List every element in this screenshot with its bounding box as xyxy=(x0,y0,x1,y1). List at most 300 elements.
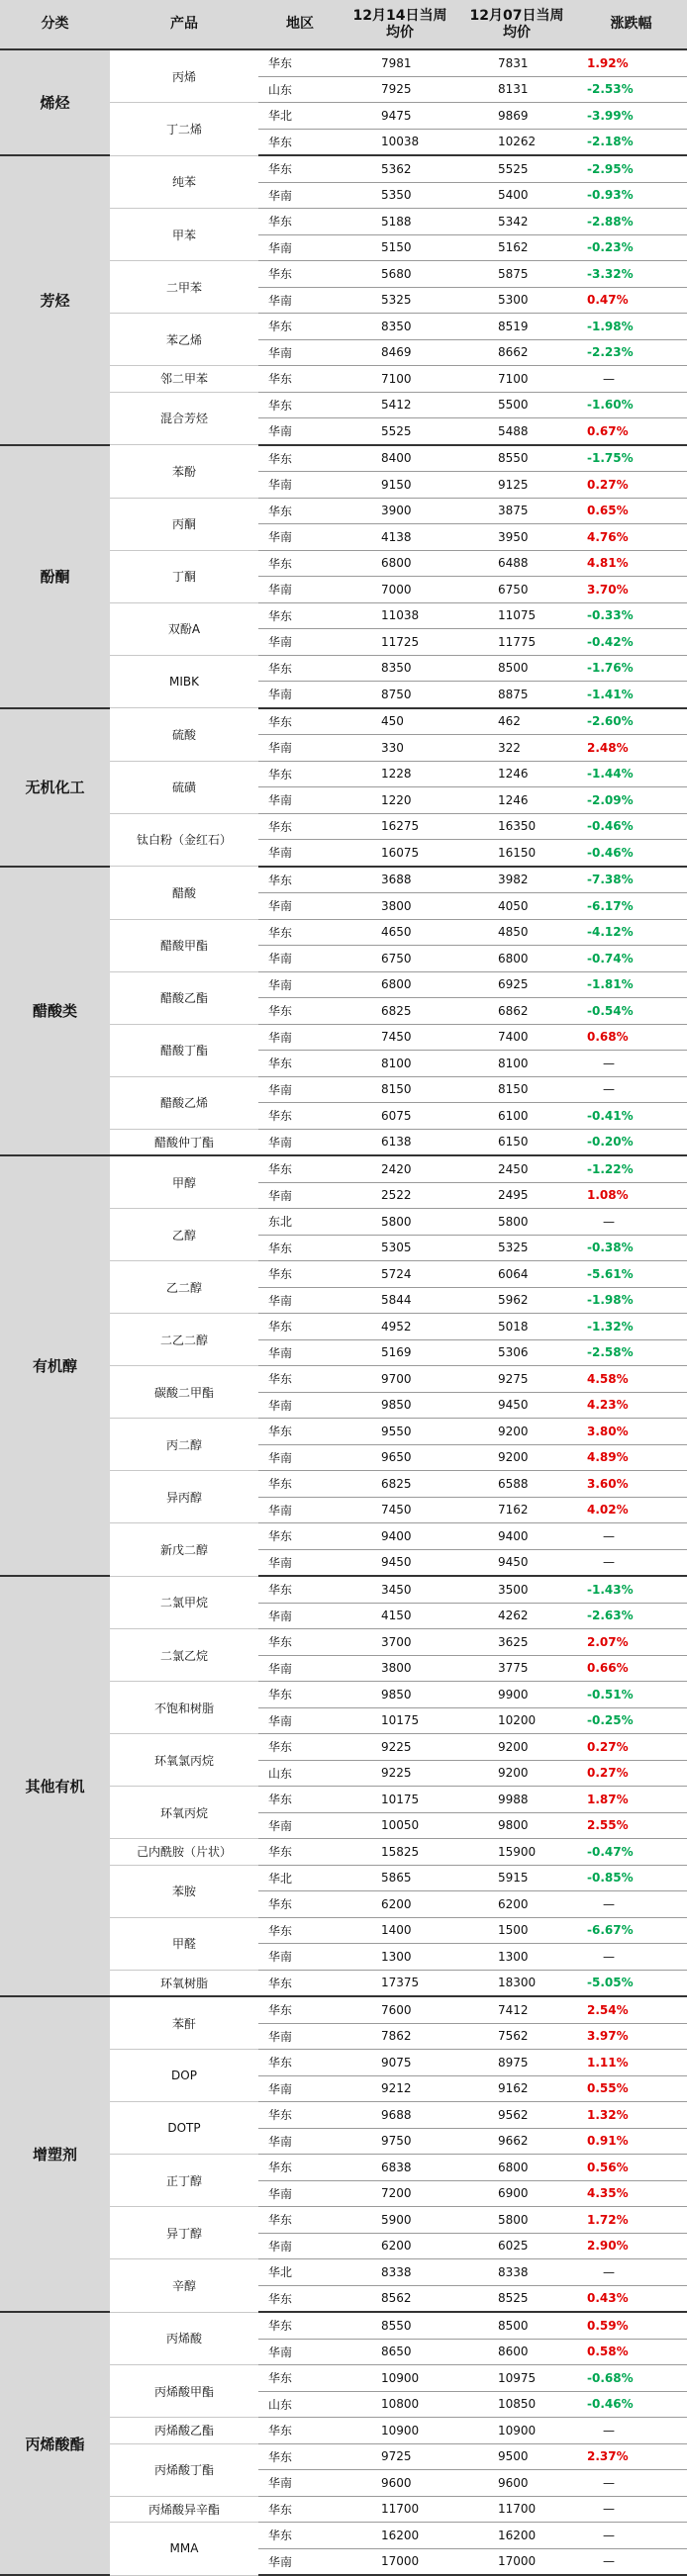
product-cell: 纯苯 xyxy=(110,155,258,209)
change-cell: -0.68% xyxy=(575,2365,687,2392)
price-previous-cell: 6100 xyxy=(458,1103,575,1130)
change-cell: -2.88% xyxy=(575,209,687,235)
region-cell: 华东 xyxy=(258,392,342,418)
price-current-cell: 16075 xyxy=(342,840,458,867)
change-cell: -0.46% xyxy=(575,2391,687,2418)
product-cell: 乙二醇 xyxy=(110,1261,258,1314)
price-previous-cell: 5525 xyxy=(458,155,575,182)
region-cell: 华东 xyxy=(258,2496,342,2523)
region-cell: 华东 xyxy=(258,1103,342,1130)
price-current-cell: 5362 xyxy=(342,155,458,182)
price-previous-cell: 1300 xyxy=(458,1944,575,1971)
price-current-cell: 9400 xyxy=(342,1523,458,1550)
price-previous-cell: 4262 xyxy=(458,1603,575,1629)
change-cell: -3.99% xyxy=(575,103,687,130)
product-cell: 丁酮 xyxy=(110,550,258,602)
region-cell: 华东 xyxy=(258,1471,342,1498)
region-cell: 华南 xyxy=(258,1603,342,1629)
price-previous-cell: 7162 xyxy=(458,1497,575,1523)
change-cell: 0.55% xyxy=(575,2075,687,2102)
price-current-cell: 8100 xyxy=(342,1051,458,1077)
header-price-previous-line2: 均价 xyxy=(503,24,531,41)
change-cell: -1.32% xyxy=(575,1314,687,1340)
category-cell: 烯烃 xyxy=(0,49,110,155)
region-cell: 华东 xyxy=(258,2155,342,2181)
region-cell: 华南 xyxy=(258,1129,342,1155)
change-cell: 0.27% xyxy=(575,1760,687,1787)
change-cell: -2.95% xyxy=(575,155,687,182)
price-current-cell: 7450 xyxy=(342,1497,458,1523)
price-previous-cell: 1246 xyxy=(458,787,575,814)
price-current-cell: 7000 xyxy=(342,577,458,603)
price-current-cell: 9225 xyxy=(342,1734,458,1761)
region-cell: 华东 xyxy=(258,314,342,340)
price-current-cell: 5412 xyxy=(342,392,458,418)
price-current-cell: 330 xyxy=(342,735,458,762)
change-cell: -1.44% xyxy=(575,761,687,787)
change-cell: — xyxy=(575,1076,687,1103)
region-cell: 山东 xyxy=(258,76,342,103)
region-cell: 华南 xyxy=(258,840,342,867)
price-current-cell: 4138 xyxy=(342,524,458,551)
price-current-cell: 17375 xyxy=(342,1970,458,1996)
change-cell: -2.63% xyxy=(575,1603,687,1629)
price-current-cell: 8469 xyxy=(342,339,458,366)
price-previous-cell: 5400 xyxy=(458,182,575,209)
region-cell: 华东 xyxy=(258,1366,342,1393)
product-cell: 苯胺 xyxy=(110,1865,258,1917)
product-cell: 甲醇 xyxy=(110,1155,258,1209)
product-cell: 醋酸仲丁酯 xyxy=(110,1129,258,1155)
change-cell: -0.85% xyxy=(575,1865,687,1891)
price-previous-cell: 9162 xyxy=(458,2075,575,2102)
region-cell: 华东 xyxy=(258,498,342,524)
product-cell: 正丁醇 xyxy=(110,2155,258,2207)
product-cell: 丙酮 xyxy=(110,498,258,550)
price-previous-cell: 3982 xyxy=(458,867,575,893)
price-current-cell: 7600 xyxy=(342,1996,458,2023)
price-previous-cell: 6925 xyxy=(458,971,575,998)
product-cell: 苯乙烯 xyxy=(110,314,258,366)
price-current-cell: 16200 xyxy=(342,2523,458,2549)
product-cell: 醋酸甲酯 xyxy=(110,919,258,971)
region-cell: 华南 xyxy=(258,339,342,366)
change-cell: -1.81% xyxy=(575,971,687,998)
region-cell: 华东 xyxy=(258,1576,342,1603)
change-cell: 0.47% xyxy=(575,287,687,314)
region-cell: 华东 xyxy=(258,1917,342,1944)
price-current-cell: 9600 xyxy=(342,2470,458,2497)
region-cell: 华南 xyxy=(258,1182,342,1209)
header-category: 分类 xyxy=(0,0,110,49)
region-cell: 华东 xyxy=(258,1734,342,1761)
product-cell: 辛醇 xyxy=(110,2259,258,2313)
price-current-cell: 15825 xyxy=(342,1839,458,1866)
change-cell: — xyxy=(575,2470,687,2497)
price-previous-cell: 5488 xyxy=(458,418,575,445)
price-current-cell: 9700 xyxy=(342,1366,458,1393)
price-previous-cell: 6862 xyxy=(458,998,575,1025)
product-cell: 碳酸二甲酯 xyxy=(110,1366,258,1419)
region-cell: 华南 xyxy=(258,1444,342,1471)
change-cell: -0.51% xyxy=(575,1682,687,1708)
change-cell: 0.91% xyxy=(575,2128,687,2155)
product-cell: 丙烯酸甲酯 xyxy=(110,2365,258,2418)
change-cell: -1.76% xyxy=(575,655,687,682)
price-current-cell: 10800 xyxy=(342,2391,458,2418)
price-current-cell: 8400 xyxy=(342,445,458,472)
change-cell: 1.92% xyxy=(575,49,687,76)
price-previous-cell: 8500 xyxy=(458,655,575,682)
price-current-cell: 9450 xyxy=(342,1549,458,1576)
price-previous-cell: 10200 xyxy=(458,1707,575,1734)
price-previous-cell: 6200 xyxy=(458,1891,575,1918)
change-cell: -1.75% xyxy=(575,445,687,472)
change-cell: -0.41% xyxy=(575,1103,687,1130)
change-cell: -3.32% xyxy=(575,261,687,288)
price-current-cell: 1400 xyxy=(342,1917,458,1944)
change-cell: — xyxy=(575,1944,687,1971)
price-previous-cell: 9800 xyxy=(458,1812,575,1839)
price-previous-cell: 8131 xyxy=(458,76,575,103)
change-cell: 3.97% xyxy=(575,2023,687,2050)
price-current-cell: 10038 xyxy=(342,129,458,155)
price-current-cell: 4952 xyxy=(342,1314,458,1340)
region-cell: 华东 xyxy=(258,1787,342,1813)
product-cell: 混合芳烃 xyxy=(110,392,258,445)
change-cell: -0.54% xyxy=(575,998,687,1025)
header-price-current xyxy=(342,0,458,49)
change-cell: 2.07% xyxy=(575,1629,687,1656)
price-previous-cell: 9125 xyxy=(458,472,575,499)
price-current-cell: 6800 xyxy=(342,971,458,998)
region-cell: 华南 xyxy=(258,1707,342,1734)
change-cell: -6.17% xyxy=(575,893,687,920)
product-cell: DOP xyxy=(110,2050,258,2102)
table-body xyxy=(0,49,687,2575)
region-cell: 华南 xyxy=(258,1944,342,1971)
change-cell: 0.59% xyxy=(575,2312,687,2339)
price-current-cell: 7450 xyxy=(342,1024,458,1051)
region-cell: 华东 xyxy=(258,1314,342,1340)
region-cell: 华北 xyxy=(258,1865,342,1891)
change-cell: — xyxy=(575,2418,687,2444)
price-current-cell: 5844 xyxy=(342,1287,458,1314)
category-cell: 醋酸类 xyxy=(0,867,110,1156)
region-cell: 华东 xyxy=(258,602,342,629)
region-cell: 山东 xyxy=(258,1760,342,1787)
table-header xyxy=(0,0,687,49)
category-cell: 酚酮 xyxy=(0,445,110,708)
price-previous-cell: 1500 xyxy=(458,1917,575,1944)
region-cell: 华东 xyxy=(258,1523,342,1550)
product-cell: 醋酸 xyxy=(110,867,258,920)
price-previous-cell: 9869 xyxy=(458,103,575,130)
price-previous-cell: 9400 xyxy=(458,1523,575,1550)
price-previous-cell: 462 xyxy=(458,708,575,735)
region-cell: 华东 xyxy=(258,1235,342,1261)
price-current-cell: 4150 xyxy=(342,1603,458,1629)
price-current-cell: 8150 xyxy=(342,1076,458,1103)
product-cell: 甲苯 xyxy=(110,209,258,261)
price-previous-cell: 3950 xyxy=(458,524,575,551)
region-cell: 华南 xyxy=(258,1392,342,1419)
price-previous-cell: 9500 xyxy=(458,2443,575,2470)
change-cell: 1.87% xyxy=(575,1787,687,1813)
region-cell: 华北 xyxy=(258,103,342,130)
price-previous-cell: 9200 xyxy=(458,1734,575,1761)
price-previous-cell: 11775 xyxy=(458,629,575,656)
table-row xyxy=(0,1155,687,1182)
change-cell: 1.11% xyxy=(575,2050,687,2076)
product-cell: 环氧丙烷 xyxy=(110,1787,258,1839)
price-previous-cell: 8975 xyxy=(458,2050,575,2076)
product-cell: 二氯乙烷 xyxy=(110,1629,258,1682)
price-previous-cell: 15900 xyxy=(458,1839,575,1866)
change-cell: 1.08% xyxy=(575,1182,687,1209)
price-current-cell: 9475 xyxy=(342,103,458,130)
change-cell: — xyxy=(575,1051,687,1077)
change-cell: 0.65% xyxy=(575,498,687,524)
product-cell: 丙二醇 xyxy=(110,1419,258,1471)
price-current-cell: 10900 xyxy=(342,2418,458,2444)
price-current-cell: 5350 xyxy=(342,182,458,209)
region-cell: 华南 xyxy=(258,577,342,603)
price-previous-cell: 8525 xyxy=(458,2285,575,2312)
price-previous-cell: 9562 xyxy=(458,2102,575,2129)
price-previous-cell: 10262 xyxy=(458,129,575,155)
region-cell: 华南 xyxy=(258,1339,342,1366)
price-previous-cell: 8100 xyxy=(458,1051,575,1077)
price-previous-cell: 5915 xyxy=(458,1865,575,1891)
category-cell: 有机醇 xyxy=(0,1155,110,1576)
change-cell: 0.27% xyxy=(575,1734,687,1761)
price-previous-cell: 9200 xyxy=(458,1419,575,1445)
region-cell: 华南 xyxy=(258,1812,342,1839)
price-previous-cell: 322 xyxy=(458,735,575,762)
region-cell: 华东 xyxy=(258,129,342,155)
region-cell: 华东 xyxy=(258,2050,342,2076)
price-previous-cell: 4050 xyxy=(458,893,575,920)
region-cell: 华东 xyxy=(258,2418,342,2444)
price-previous-cell: 16200 xyxy=(458,2523,575,2549)
price-current-cell: 8562 xyxy=(342,2285,458,2312)
price-current-cell: 5325 xyxy=(342,287,458,314)
price-previous-cell: 9900 xyxy=(458,1682,575,1708)
price-current-cell: 3700 xyxy=(342,1629,458,1656)
price-previous-cell: 5300 xyxy=(458,287,575,314)
price-current-cell: 3450 xyxy=(342,1576,458,1603)
region-cell: 华东 xyxy=(258,2312,342,2339)
price-current-cell: 1228 xyxy=(342,761,458,787)
price-previous-cell: 6800 xyxy=(458,2155,575,2181)
price-previous-cell: 5162 xyxy=(458,234,575,261)
region-cell: 华南 xyxy=(258,2233,342,2259)
change-cell: -7.38% xyxy=(575,867,687,893)
table-row xyxy=(0,708,687,735)
product-cell: 醋酸乙酯 xyxy=(110,971,258,1024)
region-cell: 华南 xyxy=(258,2470,342,2497)
header-product: 产品 xyxy=(110,0,258,49)
price-previous-cell: 6750 xyxy=(458,577,575,603)
price-previous-cell: 6800 xyxy=(458,946,575,972)
change-cell: 0.27% xyxy=(575,472,687,499)
region-cell: 华南 xyxy=(258,2023,342,2050)
change-cell: — xyxy=(575,366,687,393)
price-current-cell: 7862 xyxy=(342,2023,458,2050)
category-cell: 丙烯酸酯 xyxy=(0,2312,110,2575)
region-cell: 华东 xyxy=(258,655,342,682)
price-previous-cell: 5500 xyxy=(458,392,575,418)
change-cell: -0.42% xyxy=(575,629,687,656)
product-cell: 乙醇 xyxy=(110,1209,258,1261)
price-current-cell: 10175 xyxy=(342,1707,458,1734)
price-current-cell: 9150 xyxy=(342,472,458,499)
price-current-cell: 6200 xyxy=(342,1891,458,1918)
change-cell: — xyxy=(575,2523,687,2549)
change-cell: -5.05% xyxy=(575,1970,687,1996)
product-cell: 丙烯酸异辛酯 xyxy=(110,2496,258,2523)
change-cell: -1.43% xyxy=(575,1576,687,1603)
price-previous-cell: 4850 xyxy=(458,919,575,946)
change-cell: 4.58% xyxy=(575,1366,687,1393)
category-cell: 其他有机 xyxy=(0,1576,110,1996)
change-cell: 2.48% xyxy=(575,735,687,762)
price-current-cell: 5150 xyxy=(342,234,458,261)
change-cell: — xyxy=(575,1523,687,1550)
price-current-cell: 6138 xyxy=(342,1129,458,1155)
change-cell: 4.35% xyxy=(575,2180,687,2207)
price-current-cell: 10900 xyxy=(342,2365,458,2392)
price-previous-cell: 5800 xyxy=(458,2207,575,2234)
region-cell: 华南 xyxy=(258,1024,342,1051)
change-cell: -2.58% xyxy=(575,1339,687,1366)
product-cell: 新戊二醇 xyxy=(110,1523,258,1577)
price-current-cell: 8750 xyxy=(342,682,458,708)
price-previous-cell: 9200 xyxy=(458,1444,575,1471)
change-cell: — xyxy=(575,1209,687,1236)
product-cell: 丙烯 xyxy=(110,49,258,103)
price-current-cell: 9212 xyxy=(342,2075,458,2102)
price-previous-cell: 8519 xyxy=(458,314,575,340)
price-previous-cell: 10900 xyxy=(458,2418,575,2444)
change-cell: 0.58% xyxy=(575,2339,687,2365)
price-current-cell: 11700 xyxy=(342,2496,458,2523)
change-cell: -1.41% xyxy=(575,682,687,708)
product-cell: 甲醛 xyxy=(110,1917,258,1970)
change-cell: -1.60% xyxy=(575,392,687,418)
price-previous-cell: 8550 xyxy=(458,445,575,472)
table-row xyxy=(0,1996,687,2023)
product-cell: 苯酐 xyxy=(110,1996,258,2050)
price-previous-cell: 10850 xyxy=(458,2391,575,2418)
change-cell: 4.76% xyxy=(575,524,687,551)
price-previous-cell: 2495 xyxy=(458,1182,575,1209)
region-cell: 华东 xyxy=(258,1970,342,1996)
price-previous-cell: 8338 xyxy=(458,2259,575,2286)
price-previous-cell: 8662 xyxy=(458,339,575,366)
product-cell: 丙烯酸乙酯 xyxy=(110,2418,258,2444)
product-cell: 二甲苯 xyxy=(110,261,258,314)
change-cell: -1.98% xyxy=(575,1287,687,1314)
region-cell: 华东 xyxy=(258,2523,342,2549)
price-previous-cell: 5018 xyxy=(458,1314,575,1340)
price-current-cell: 5525 xyxy=(342,418,458,445)
change-cell: -0.74% xyxy=(575,946,687,972)
price-previous-cell: 18300 xyxy=(458,1970,575,1996)
table-row xyxy=(0,445,687,472)
region-cell: 华南 xyxy=(258,946,342,972)
price-current-cell: 6838 xyxy=(342,2155,458,2181)
price-current-cell: 450 xyxy=(342,708,458,735)
price-current-cell: 3688 xyxy=(342,867,458,893)
region-cell: 华北 xyxy=(258,2259,342,2286)
table-row xyxy=(0,1576,687,1603)
region-cell: 华南 xyxy=(258,2339,342,2365)
price-current-cell: 5724 xyxy=(342,1261,458,1288)
price-previous-cell: 6488 xyxy=(458,550,575,577)
change-cell: -2.09% xyxy=(575,787,687,814)
price-current-cell: 1300 xyxy=(342,1944,458,1971)
region-cell: 华南 xyxy=(258,234,342,261)
price-current-cell: 9850 xyxy=(342,1392,458,1419)
change-cell: 4.02% xyxy=(575,1497,687,1523)
price-previous-cell: 5306 xyxy=(458,1339,575,1366)
price-current-cell: 16275 xyxy=(342,813,458,840)
region-cell: 华南 xyxy=(258,287,342,314)
change-cell: -0.25% xyxy=(575,1707,687,1734)
region-cell: 华东 xyxy=(258,445,342,472)
header-price-current-line2: 均价 xyxy=(386,24,414,41)
region-cell: 华南 xyxy=(258,682,342,708)
change-cell: 3.80% xyxy=(575,1419,687,1445)
region-cell: 华南 xyxy=(258,1076,342,1103)
price-current-cell: 4650 xyxy=(342,919,458,946)
price-previous-cell: 3875 xyxy=(458,498,575,524)
price-current-cell: 10175 xyxy=(342,1787,458,1813)
change-cell: 4.81% xyxy=(575,550,687,577)
change-cell: — xyxy=(575,1891,687,1918)
category-cell: 无机化工 xyxy=(0,708,110,867)
price-current-cell: 8350 xyxy=(342,655,458,682)
region-cell: 华东 xyxy=(258,919,342,946)
region-cell: 华东 xyxy=(258,1261,342,1288)
header-change: 涨跌幅 xyxy=(575,0,687,49)
product-cell: 钛白粉（金红石） xyxy=(110,813,258,867)
price-previous-cell: 8600 xyxy=(458,2339,575,2365)
price-previous-cell: 7100 xyxy=(458,366,575,393)
change-cell: -4.12% xyxy=(575,919,687,946)
region-cell: 华东 xyxy=(258,2365,342,2392)
product-cell: 异丙醇 xyxy=(110,1471,258,1523)
price-previous-cell: 11075 xyxy=(458,602,575,629)
price-current-cell: 6825 xyxy=(342,998,458,1025)
price-current-cell: 8550 xyxy=(342,2312,458,2339)
region-cell: 华南 xyxy=(258,893,342,920)
price-previous-cell: 9600 xyxy=(458,2470,575,2497)
price-previous-cell: 9450 xyxy=(458,1549,575,1576)
price-current-cell: 9750 xyxy=(342,2128,458,2155)
product-cell: 不饱和树脂 xyxy=(110,1682,258,1734)
price-current-cell: 8338 xyxy=(342,2259,458,2286)
price-current-cell: 5305 xyxy=(342,1235,458,1261)
price-previous-cell: 11700 xyxy=(458,2496,575,2523)
price-previous-cell: 5962 xyxy=(458,1287,575,1314)
change-cell: -5.61% xyxy=(575,1261,687,1288)
price-previous-cell: 9450 xyxy=(458,1392,575,1419)
region-cell: 华东 xyxy=(258,209,342,235)
price-current-cell: 9225 xyxy=(342,1760,458,1787)
